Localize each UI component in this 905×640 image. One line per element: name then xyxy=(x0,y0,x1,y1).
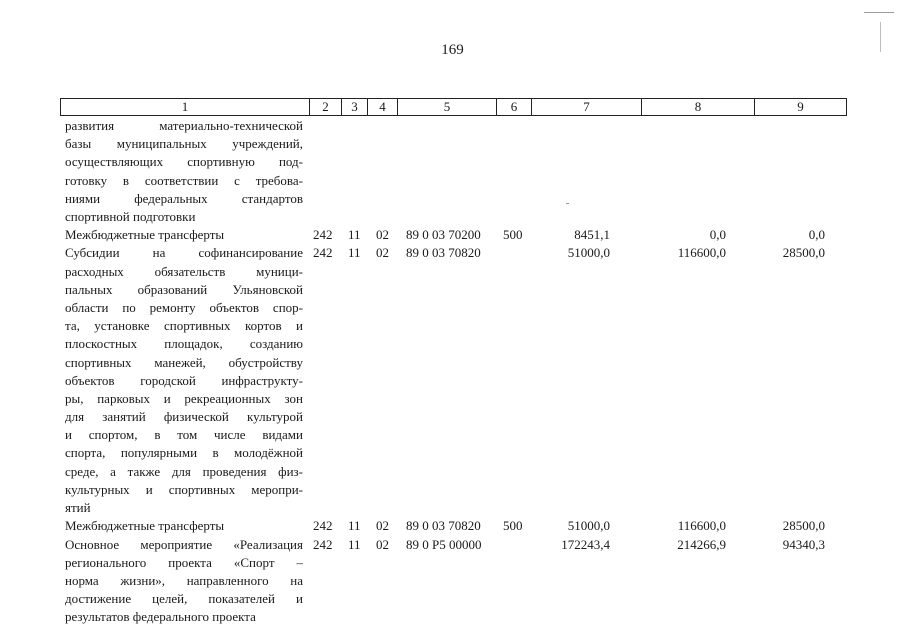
cell-col-8: 116600,0 xyxy=(677,245,726,261)
cell-col-6: 500 xyxy=(503,227,523,243)
description-line: для занятий физической культурой xyxy=(65,409,303,425)
row-description xyxy=(65,244,303,517)
column-header-row xyxy=(60,98,847,116)
description-line: пальных образований Ульяновской xyxy=(65,281,303,297)
column-header-1: 1 xyxy=(60,98,309,116)
cell-col-3: 11 xyxy=(348,227,361,243)
column-header-9: 9 xyxy=(754,98,847,116)
cell-col-2: 242 xyxy=(313,245,333,261)
description-line: объектов городской инфраструкту- xyxy=(65,372,303,388)
cell-col-3: 11 xyxy=(348,536,361,552)
cell-col-8: 0,0 xyxy=(709,227,726,243)
description-line: осуществляющих спортивную под- xyxy=(65,154,303,170)
column-header-5: 5 xyxy=(397,98,496,116)
cell-col-4: 02 xyxy=(376,518,389,534)
description-line: та, установке спортивных кортов и xyxy=(65,318,303,334)
row-description xyxy=(65,517,303,535)
description-line: результатов федерального проекта xyxy=(65,609,256,625)
cell-col-3: 11 xyxy=(348,518,361,534)
description-line: области по ремонту объектов спор- xyxy=(65,299,303,315)
cell-col-5: 89 0 03 70820 xyxy=(406,518,481,534)
table-row xyxy=(0,117,905,226)
description-line: норма жизни», направленного на xyxy=(65,572,303,588)
cell-col-9: 94340,3 xyxy=(782,536,825,552)
description-line: среде, а также для проведения физ- xyxy=(65,463,303,479)
column-header-4: 4 xyxy=(367,98,397,116)
description-line: Основное мероприятие «Реализация xyxy=(65,536,303,552)
cell-col-7: 8451,1 xyxy=(574,227,610,243)
cell-col-7: 51000,0 xyxy=(567,245,610,261)
description-line: и спортом, в том числе видами xyxy=(65,427,303,443)
description-line: плоскостных площадок, созданию xyxy=(65,336,303,352)
table-row xyxy=(0,244,905,517)
description-line: достижение целей, показателей и xyxy=(65,591,303,607)
description-line: готовку в соответствии с требова- xyxy=(65,172,303,188)
description-line: спортивных манежей, обустройству xyxy=(65,354,303,370)
cell-col-2: 242 xyxy=(313,227,333,243)
description-line: развития материально-технической xyxy=(65,118,303,133)
description-line: Межбюджетные трансферты xyxy=(65,227,225,243)
page-number: 169 xyxy=(441,42,464,58)
cell-col-2: 242 xyxy=(313,536,333,552)
column-header-6: 6 xyxy=(496,98,531,116)
description-line: Межбюджетные трансферты xyxy=(65,518,225,534)
cell-col-5: 89 0 03 70820 xyxy=(406,245,481,261)
cell-col-6: 500 xyxy=(503,518,523,534)
row-description xyxy=(65,536,303,627)
description-line: регионального проекта «Спорт – xyxy=(65,554,303,570)
row-description xyxy=(65,226,303,244)
table-row xyxy=(0,536,905,627)
description-line: ятий xyxy=(65,500,91,516)
description-line: спортивной подготовки xyxy=(65,208,196,224)
cell-col-4: 02 xyxy=(376,227,389,243)
table-row xyxy=(0,226,905,244)
cell-col-9: 28500,0 xyxy=(782,245,825,261)
column-header-3: 3 xyxy=(341,98,367,116)
description-line: спорта, популярными в молодёжной xyxy=(65,445,303,461)
description-line: базы муниципальных учреждений, xyxy=(65,136,303,152)
description-line: расходных обязательств муници- xyxy=(65,263,303,279)
scan-speck xyxy=(566,203,569,204)
description-line: Субсидии на софинансирование xyxy=(65,245,303,261)
cell-col-9: 28500,0 xyxy=(782,518,825,534)
column-header-2: 2 xyxy=(309,98,341,116)
cell-col-7: 51000,0 xyxy=(567,518,610,534)
scan-speck xyxy=(880,22,881,52)
scan-speck xyxy=(864,12,894,13)
cell-col-8: 116600,0 xyxy=(677,518,726,534)
description-line: ры, парковых и рекреационных зон xyxy=(65,390,303,406)
description-line: культурных и спортивных меропри- xyxy=(65,481,303,497)
column-header-8: 8 xyxy=(641,98,754,116)
cell-col-4: 02 xyxy=(376,536,389,552)
cell-col-5: 89 0 03 70200 xyxy=(406,227,481,243)
cell-col-8: 214266,9 xyxy=(677,536,726,552)
cell-col-7: 172243,4 xyxy=(561,536,610,552)
cell-col-2: 242 xyxy=(313,518,333,534)
row-description xyxy=(65,117,303,226)
cell-col-9: 0,0 xyxy=(808,227,825,243)
cell-col-5: 89 0 P5 00000 xyxy=(406,536,482,552)
table-row xyxy=(0,517,905,535)
description-line: ниями федеральных стандартов xyxy=(65,190,303,206)
cell-col-4: 02 xyxy=(376,245,389,261)
column-header-7: 7 xyxy=(531,98,641,116)
cell-col-3: 11 xyxy=(348,245,361,261)
